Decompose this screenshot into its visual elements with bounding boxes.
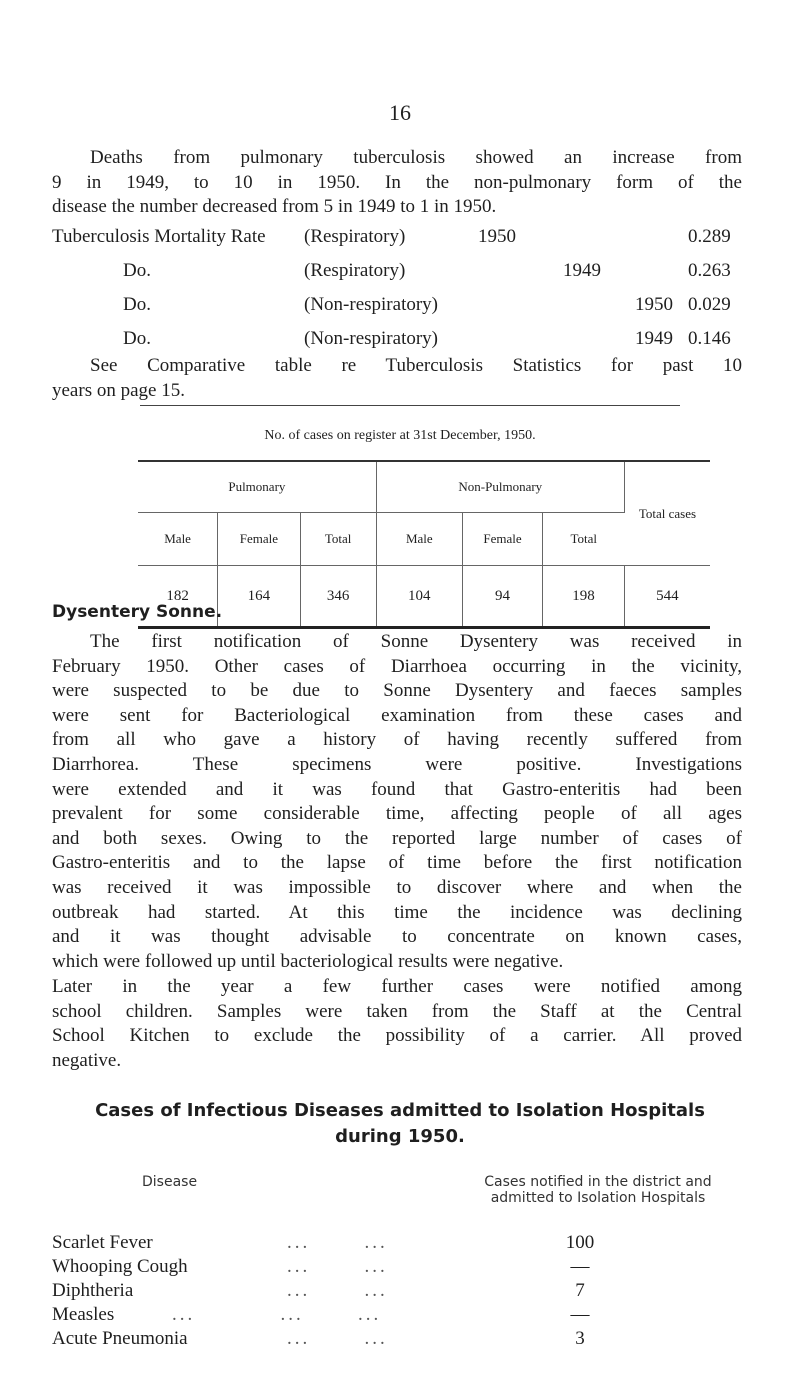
case-count: 3 bbox=[575, 1328, 585, 1349]
table-cell: 182 bbox=[138, 566, 218, 628]
text-line: and it was thought advisable to concentrate on known cases, bbox=[52, 926, 742, 948]
column-header: Male bbox=[138, 513, 218, 566]
mortality-row bbox=[0, 260, 800, 286]
infectious-heading-line1: Cases of Infectious Diseases admitted to Isolation Hospitals bbox=[95, 1100, 705, 1121]
register-table bbox=[138, 460, 710, 629]
text-line: which were followed up until bacteriological results were negative. bbox=[52, 950, 564, 972]
mortality-row bbox=[0, 226, 800, 252]
text-line: Later in the year a few further cases were notified among bbox=[52, 976, 742, 997]
non-pulmonary-header: Non-Pulmonary bbox=[376, 461, 624, 513]
text-line: outbreak had started. At this time the incidence was declining bbox=[52, 901, 742, 923]
mortality-type: (Respiratory) bbox=[304, 226, 406, 247]
text-line: was received it was impossible to discover where and when the bbox=[52, 876, 742, 898]
disease-name: Acute Pneumonia bbox=[52, 1328, 188, 1349]
text-line: were sent for Bacteriological examination from these cases and bbox=[52, 704, 742, 726]
dysentery-paragraph-2 bbox=[52, 975, 742, 1073]
mortality-row bbox=[0, 294, 800, 320]
list-item bbox=[52, 1328, 752, 1352]
cases-header-line: admitted to Isolation Hospitals bbox=[490, 1190, 706, 1206]
list-item bbox=[52, 1280, 752, 1304]
mortality-label: Do. bbox=[123, 260, 151, 281]
text-line: from all who gave a history of having recently suffered from bbox=[52, 729, 742, 751]
text-line: February 1950. Other cases of Diarrhoea occurring in the vicinity, bbox=[52, 655, 742, 677]
table-cell: 346 bbox=[300, 566, 376, 628]
text-line: Deaths from pulmonary tuberculosis showed an increase from bbox=[90, 147, 742, 168]
column-header: Total bbox=[300, 513, 376, 566]
mortality-year: 1949 bbox=[635, 328, 673, 349]
table-cell: 198 bbox=[543, 566, 625, 628]
dysentery-heading-wrap bbox=[52, 602, 222, 622]
disease-list bbox=[52, 1232, 752, 1352]
text-line: The first notification of Sonne Dysentery was received in bbox=[90, 631, 742, 652]
disease-name: Whooping Cough bbox=[52, 1256, 188, 1277]
case-count: — bbox=[570, 1304, 590, 1325]
page-number: 16 bbox=[389, 100, 411, 125]
mortality-value: 0.289 bbox=[688, 226, 731, 247]
text-line: disease the number decreased from 5 in 1949 to 1 in 1950. bbox=[52, 196, 497, 217]
case-count: 7 bbox=[575, 1280, 585, 1301]
table-cell: 544 bbox=[656, 587, 679, 604]
intro-paragraph bbox=[52, 146, 742, 220]
mortality-value: 0.146 bbox=[688, 328, 731, 349]
cases-column-header bbox=[448, 1174, 748, 1206]
case-count: — bbox=[570, 1256, 590, 1277]
column-header: Female bbox=[218, 513, 300, 566]
table-cell: 164 bbox=[218, 566, 300, 628]
text-line: Gastro-enteritis and to the lapse of time before the first notification bbox=[52, 852, 742, 874]
column-header: Female bbox=[462, 513, 542, 566]
mortality-value: 0.029 bbox=[688, 294, 731, 315]
mortality-row bbox=[0, 328, 800, 354]
list-item bbox=[52, 1256, 752, 1280]
case-count: 100 bbox=[565, 1232, 595, 1253]
disease-column-header: Disease bbox=[142, 1174, 198, 1190]
mortality-year: 1949 bbox=[563, 260, 601, 281]
text-line: 9 in 1949, to 10 in 1950. In the non-pulmonary form of the bbox=[52, 171, 742, 193]
text-line: were suspected to be due to Sonne Dysentery and faeces samples bbox=[52, 680, 742, 702]
mortality-value: 0.263 bbox=[688, 260, 731, 281]
mortality-type: (Non-respiratory) bbox=[304, 328, 439, 349]
mortality-label: Do. bbox=[123, 294, 151, 315]
mortality-label: Do. bbox=[123, 328, 151, 349]
mortality-list bbox=[0, 226, 800, 366]
dysentery-paragraph bbox=[52, 630, 742, 974]
divider bbox=[140, 405, 680, 406]
list-item bbox=[52, 1304, 752, 1328]
register-table-caption: No. of cases on register at 31st December, 1950. bbox=[264, 428, 536, 443]
text-line: Diarrhorea. These specimens were positive. Investigations bbox=[52, 753, 742, 775]
disease-name: Scarlet Fever bbox=[52, 1232, 153, 1253]
disease-name: Measles bbox=[52, 1304, 115, 1325]
text-line: See Comparative table re Tuberculosis Statistics for past 10 bbox=[90, 355, 742, 376]
infectious-heading-line2: during 1950. bbox=[335, 1126, 465, 1147]
leader-dots: ... ... bbox=[287, 1328, 388, 1349]
mortality-type: (Non-respiratory) bbox=[304, 294, 439, 315]
table-cell: 104 bbox=[376, 566, 462, 628]
leader-dots: ... ... ... bbox=[172, 1304, 382, 1325]
comparative-paragraph bbox=[52, 354, 742, 403]
column-header: Male bbox=[376, 513, 462, 566]
column-header: Total bbox=[543, 513, 625, 566]
text-line: years on page 15. bbox=[52, 379, 185, 401]
list-item bbox=[52, 1232, 752, 1256]
pulmonary-header: Pulmonary bbox=[138, 461, 376, 513]
text-line: prevalent for some considerable time, affecting people of all ages bbox=[52, 803, 742, 825]
cases-header-line: Cases notified in the district and bbox=[484, 1174, 712, 1190]
total-cases-header: Total cases bbox=[624, 461, 710, 566]
mortality-year: 1950 bbox=[635, 294, 673, 315]
text-line: School Kitchen to exclude the possibility of a carrier. All proved bbox=[52, 1025, 742, 1047]
dysentery-heading: Dysentery Sonne. bbox=[52, 602, 223, 622]
table-cell: 94 bbox=[462, 566, 542, 628]
text-line: school children. Samples were taken from the Staff at the Central bbox=[52, 1000, 742, 1022]
disease-name: Diphtheria bbox=[52, 1280, 134, 1301]
text-line: and both sexes. Owing to the reported large number of cases of bbox=[52, 827, 742, 849]
leader-dots: ... ... bbox=[287, 1256, 388, 1277]
text-line: negative. bbox=[52, 1049, 122, 1071]
leader-dots: ... ... bbox=[287, 1280, 388, 1301]
leader-dots: ... ... bbox=[287, 1232, 388, 1253]
mortality-year: 1950 bbox=[478, 226, 516, 247]
mortality-label: Tuberculosis Mortality Rate bbox=[52, 226, 266, 247]
table-row bbox=[138, 566, 710, 628]
text-line: were extended and it was found that Gastro-enteritis had been bbox=[52, 778, 742, 800]
mortality-type: (Respiratory) bbox=[304, 260, 406, 281]
